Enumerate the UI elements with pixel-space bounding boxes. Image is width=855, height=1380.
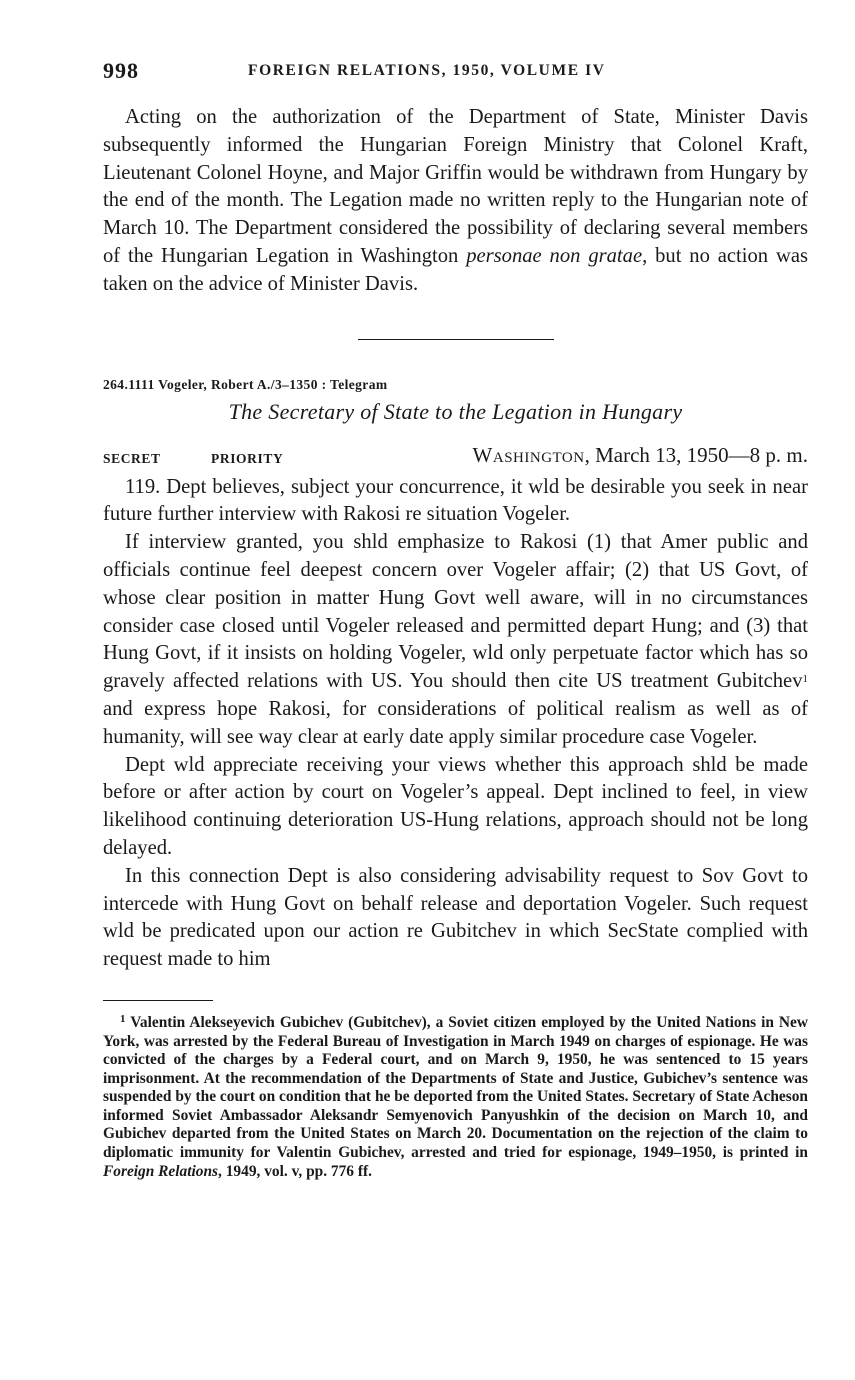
- document-page: [103, 58, 808, 1197]
- intro-italic-phrase: personae non gratae: [466, 244, 643, 267]
- intro-text-start: Acting on the authorization of the Department of State, Minister Davis subsequently informed the Hungarian Foreign Ministry that Colonel Kraft, Lieutenant Colonel Hoyne, and Major Griffin would be withdrawn from Hungary by the end of the month. The Legation made no written reply to the Hungarian note of March 10. The Department considered the possibility of declaring several members of the Hungarian Legation in Washington: [103, 106, 808, 267]
- intro-paragraph: [103, 104, 808, 299]
- place-and-date: [473, 443, 808, 468]
- date: , March 13, 1950—8 p. m.: [584, 442, 808, 467]
- paragraph-2-text-start: If interview granted, you shld emphasize to Rakosi (1) that Amer public and officials continue feel deepest concern over Vogeler affair; (2) that US Govt, of whose clear position in matter Hung Govt well aware, will in no circumstances consider case closed until Vogeler released and permitted depart Hung; and (3) that Hung Govt, if it insists on holding Vogeler, wld only perpetuate factor which has so gravely affected relations with US. You should then cite US treatment Gubitchev: [103, 531, 808, 693]
- telegram-paragraph-2: [103, 529, 808, 751]
- classification-label: SECRET: [103, 450, 161, 466]
- running-head: [103, 58, 808, 88]
- file-reference: 264.1111 Vogeler, Robert A./3–1350 : Telegram: [103, 376, 388, 392]
- footnote-text-end: , 1949, vol. v, pp. 776 ff.: [218, 1162, 372, 1180]
- telegram-paragraph-4: In this connection Dept is also considering advisability request to Sov Govt to intercede with Hung Govt on behalf release and deportation Vogeler. Such request wld be predicated upon our action re Gubitchev in which SecState complied with request made to him: [103, 864, 808, 971]
- page-number: 998: [103, 58, 139, 83]
- footnote-reference-mark: 1: [802, 673, 808, 686]
- footnote-italic-title: Foreign Relations: [103, 1162, 219, 1180]
- footnote-mark: 1: [120, 1012, 126, 1025]
- telegram-body: [103, 474, 808, 974]
- document-title: The Secretary of State to the Legation in Hungary: [228, 398, 683, 424]
- dateline: [103, 443, 808, 473]
- footnote-text-start: Valentin Alekseyevich Gubichev (Gubitchev), a Soviet citizen employed by the United Nations in New York, was arrested by the Federal Bureau of Investigation in March 1949 on charges of espionage. He was convicted of the charges by a Federal court, and on March 9, 1950, he was sentenced to 15 years imprisonment. At the recommendation of the Departments of State and Justice, Gubichev’s sentence was suspended by the court on condition that he be deported from the United States. Secretary of State Acheson informed Soviet Ambassador Aleksandr Semyenovich Panyushkin of the decision on March 10, and Gubichev departed from the United States on March 20. Documentation on the rejection of the claim to diplomatic immunity for Valentin Gubichev, arrested and tried for espionage, 1949–1950, is printed in: [103, 1013, 808, 1162]
- telegram-paragraph-3: Dept wld appreciate receiving your views whether this approach shld be made before or after action by court on Vogeler’s appeal. Dept inclined to feel, in view likelihood continuing deterioration US-Hung relations, approach should not be long delayed.: [103, 753, 808, 859]
- section-divider: [358, 339, 554, 340]
- footnote-divider: [103, 1000, 213, 1001]
- intro-text-end: , but no action was taken on the advice of Minister Davis.: [103, 244, 808, 295]
- telegram-paragraph-1: 119. Dept believes, subject your concurrence, it wld be desirable you seek in near future further interview with Rakosi re situation Vogeler.: [103, 475, 808, 526]
- footnote: [103, 1014, 808, 1181]
- running-title: FOREIGN RELATIONS, 1950, VOLUME IV: [248, 62, 606, 79]
- place: Washington: [472, 442, 585, 467]
- paragraph-2-text-end: and express hope Rakosi, for considerations of political realism as well as of humanity, will see way clear at early date apply similar procedure case Vogeler.: [103, 697, 808, 748]
- precedence-label: PRIORITY: [211, 450, 284, 466]
